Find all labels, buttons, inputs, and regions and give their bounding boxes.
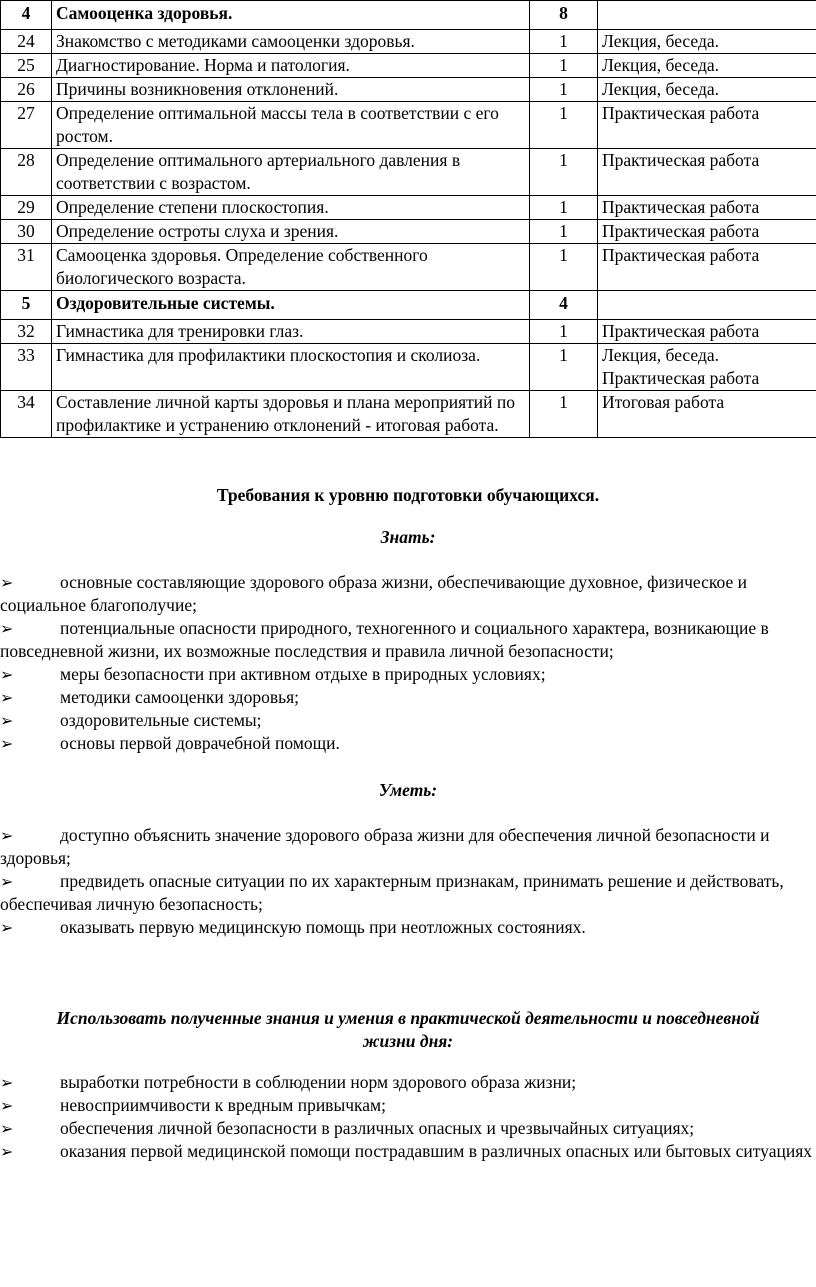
arrow-bullet-icon: ➢ (0, 1073, 14, 1092)
row-hours: 8 (530, 1, 598, 30)
row-hours: 1 (530, 54, 598, 78)
row-number: 33 (1, 344, 52, 391)
list-item (0, 1094, 816, 1117)
row-form: Практическая работа (598, 220, 816, 244)
arrow-bullet-icon: ➢ (0, 688, 14, 707)
arrow-bullet-icon: ➢ (0, 872, 14, 891)
list-item-text: оздоровительные системы; (60, 710, 262, 730)
list-item-text: меры безопасности при активном отдыхе в природных условиях; (60, 664, 546, 684)
list-item-text: невосприимчивости к вредным привычкам; (60, 1095, 386, 1115)
table-row (1, 391, 816, 438)
row-number: 29 (1, 196, 52, 220)
row-hours: 1 (530, 320, 598, 344)
lesson-plan-table (0, 0, 816, 438)
arrow-bullet-icon: ➢ (0, 734, 14, 753)
table-section-row (1, 1, 816, 30)
row-form: Практическая работа (598, 320, 816, 344)
row-number: 27 (1, 102, 52, 149)
row-hours: 1 (530, 344, 598, 391)
list-item (0, 1117, 816, 1140)
requirements-heading: Требования к уровню подготовки обучающихся. (216, 485, 600, 505)
row-title: Определение оптимального артериального давления в соответствии с возрастом. (52, 149, 530, 196)
row-form: Лекция, беседа. (598, 78, 816, 102)
list-item (0, 709, 816, 732)
table-row (1, 244, 816, 291)
row-hours: 1 (530, 196, 598, 220)
arrow-bullet-icon: ➢ (0, 1119, 14, 1138)
list-item-text: потенциальные опасности природного, техногенного и социального характера, возникающие в повседневной жизни, их возможные последствия и правила личной безопасности; (0, 618, 769, 661)
list-item (0, 916, 816, 939)
row-title: Знакомство с методиками самооценки здоровья. (52, 30, 530, 54)
row-form: Практическая работа (598, 102, 816, 149)
use-heading: Использовать полученные знания и умения в практической деятельности и повседневной жизни дня: (56, 1008, 760, 1051)
list-item (0, 732, 816, 755)
table-row (1, 30, 816, 54)
table-row (1, 344, 816, 391)
lesson-plan-body (1, 1, 816, 438)
arrow-bullet-icon: ➢ (0, 573, 14, 592)
row-number: 25 (1, 54, 52, 78)
row-number: 4 (1, 1, 52, 30)
arrow-bullet-icon: ➢ (0, 619, 14, 638)
arrow-bullet-icon: ➢ (0, 1142, 14, 1161)
list-item (0, 870, 816, 916)
row-title: Самооценка здоровья. (52, 1, 530, 30)
can-list (0, 824, 816, 939)
list-item-text: выработки потребности в соблюдении норм здорового образа жизни; (60, 1072, 577, 1092)
row-title: Определение степени плоскостопия. (52, 196, 530, 220)
row-form: Практическая работа (598, 196, 816, 220)
table-row (1, 54, 816, 78)
row-hours: 1 (530, 102, 598, 149)
row-form: Лекция, беседа. (598, 30, 816, 54)
row-title: Составление личной карты здоровья и плана мероприятий по профилактике и устранению отклонений - итоговая работа. (52, 391, 530, 438)
row-number: 30 (1, 220, 52, 244)
row-hours: 4 (530, 291, 598, 320)
arrow-bullet-icon: ➢ (0, 826, 14, 845)
row-form (598, 1, 816, 30)
row-title: Причины возникновения отклонений. (52, 78, 530, 102)
row-title: Диагностирование. Норма и патология. (52, 54, 530, 78)
arrow-bullet-icon: ➢ (0, 918, 14, 937)
list-item-text: обеспечения личной безопасности в различных опасных и чрезвычайных ситуациях; (60, 1118, 695, 1138)
row-form: Практическая работа (598, 149, 816, 196)
know-heading: Знать: (380, 527, 436, 547)
row-hours: 1 (530, 78, 598, 102)
table-row (1, 320, 816, 344)
list-item (0, 824, 816, 870)
row-form: Лекция, беседа. Практическая работа (598, 344, 816, 391)
row-number: 34 (1, 391, 52, 438)
list-item (0, 686, 816, 709)
can-heading: Уметь: (378, 780, 438, 800)
row-hours: 1 (530, 149, 598, 196)
list-item-text: доступно объяснить значение здорового образа жизни для обеспечения личной безопасности и здоровья; (0, 825, 770, 868)
row-number: 31 (1, 244, 52, 291)
row-form (598, 291, 816, 320)
list-item (0, 663, 816, 686)
row-title: Гимнастика для профилактики плоскостопия и сколиоза. (52, 344, 530, 391)
list-item (0, 571, 816, 617)
row-title: Гимнастика для тренировки глаз. (52, 320, 530, 344)
list-item (0, 617, 816, 663)
row-hours: 1 (530, 244, 598, 291)
table-row (1, 196, 816, 220)
row-form: Практическая работа (598, 244, 816, 291)
list-item (0, 1140, 816, 1163)
row-title: Самооценка здоровья. Определение собственного биологического возраста. (52, 244, 530, 291)
row-hours: 1 (530, 391, 598, 438)
row-number: 24 (1, 30, 52, 54)
row-number: 28 (1, 149, 52, 196)
row-hours: 1 (530, 30, 598, 54)
row-form: Итоговая работа (598, 391, 816, 438)
row-hours: 1 (530, 220, 598, 244)
list-item-text: оказания первой медицинской помощи пострадавшим в различных опасных или бытовых ситуациях (60, 1141, 812, 1161)
table-row (1, 220, 816, 244)
row-number: 5 (1, 291, 52, 320)
list-item-text: основные составляющие здорового образа жизни, обеспечивающие духовное, физическое и социальное благополучие; (0, 572, 747, 615)
arrow-bullet-icon: ➢ (0, 711, 14, 730)
row-title: Определение остроты слуха и зрения. (52, 220, 530, 244)
list-item-text: основы первой доврачебной помощи. (60, 733, 340, 753)
requirements-section (0, 484, 816, 1163)
row-form: Лекция, беседа. (598, 54, 816, 78)
know-list (0, 571, 816, 755)
list-item (0, 1071, 816, 1094)
table-section-row (1, 291, 816, 320)
table-row (1, 78, 816, 102)
row-number: 32 (1, 320, 52, 344)
list-item-text: методики самооценки здоровья; (60, 687, 299, 707)
row-number: 26 (1, 78, 52, 102)
list-item-text: оказывать первую медицинскую помощь при неотложных состояниях. (60, 917, 586, 937)
arrow-bullet-icon: ➢ (0, 665, 14, 684)
table-row (1, 149, 816, 196)
row-title: Определение оптимальной массы тела в соответствии с его ростом. (52, 102, 530, 149)
table-row (1, 102, 816, 149)
use-list (0, 1071, 816, 1163)
row-title: Оздоровительные системы. (52, 291, 530, 320)
list-item-text: предвидеть опасные ситуации по их характерным признакам, принимать решение и действовать, обеспечивая личную безопасность; (0, 871, 784, 914)
arrow-bullet-icon: ➢ (0, 1096, 14, 1115)
